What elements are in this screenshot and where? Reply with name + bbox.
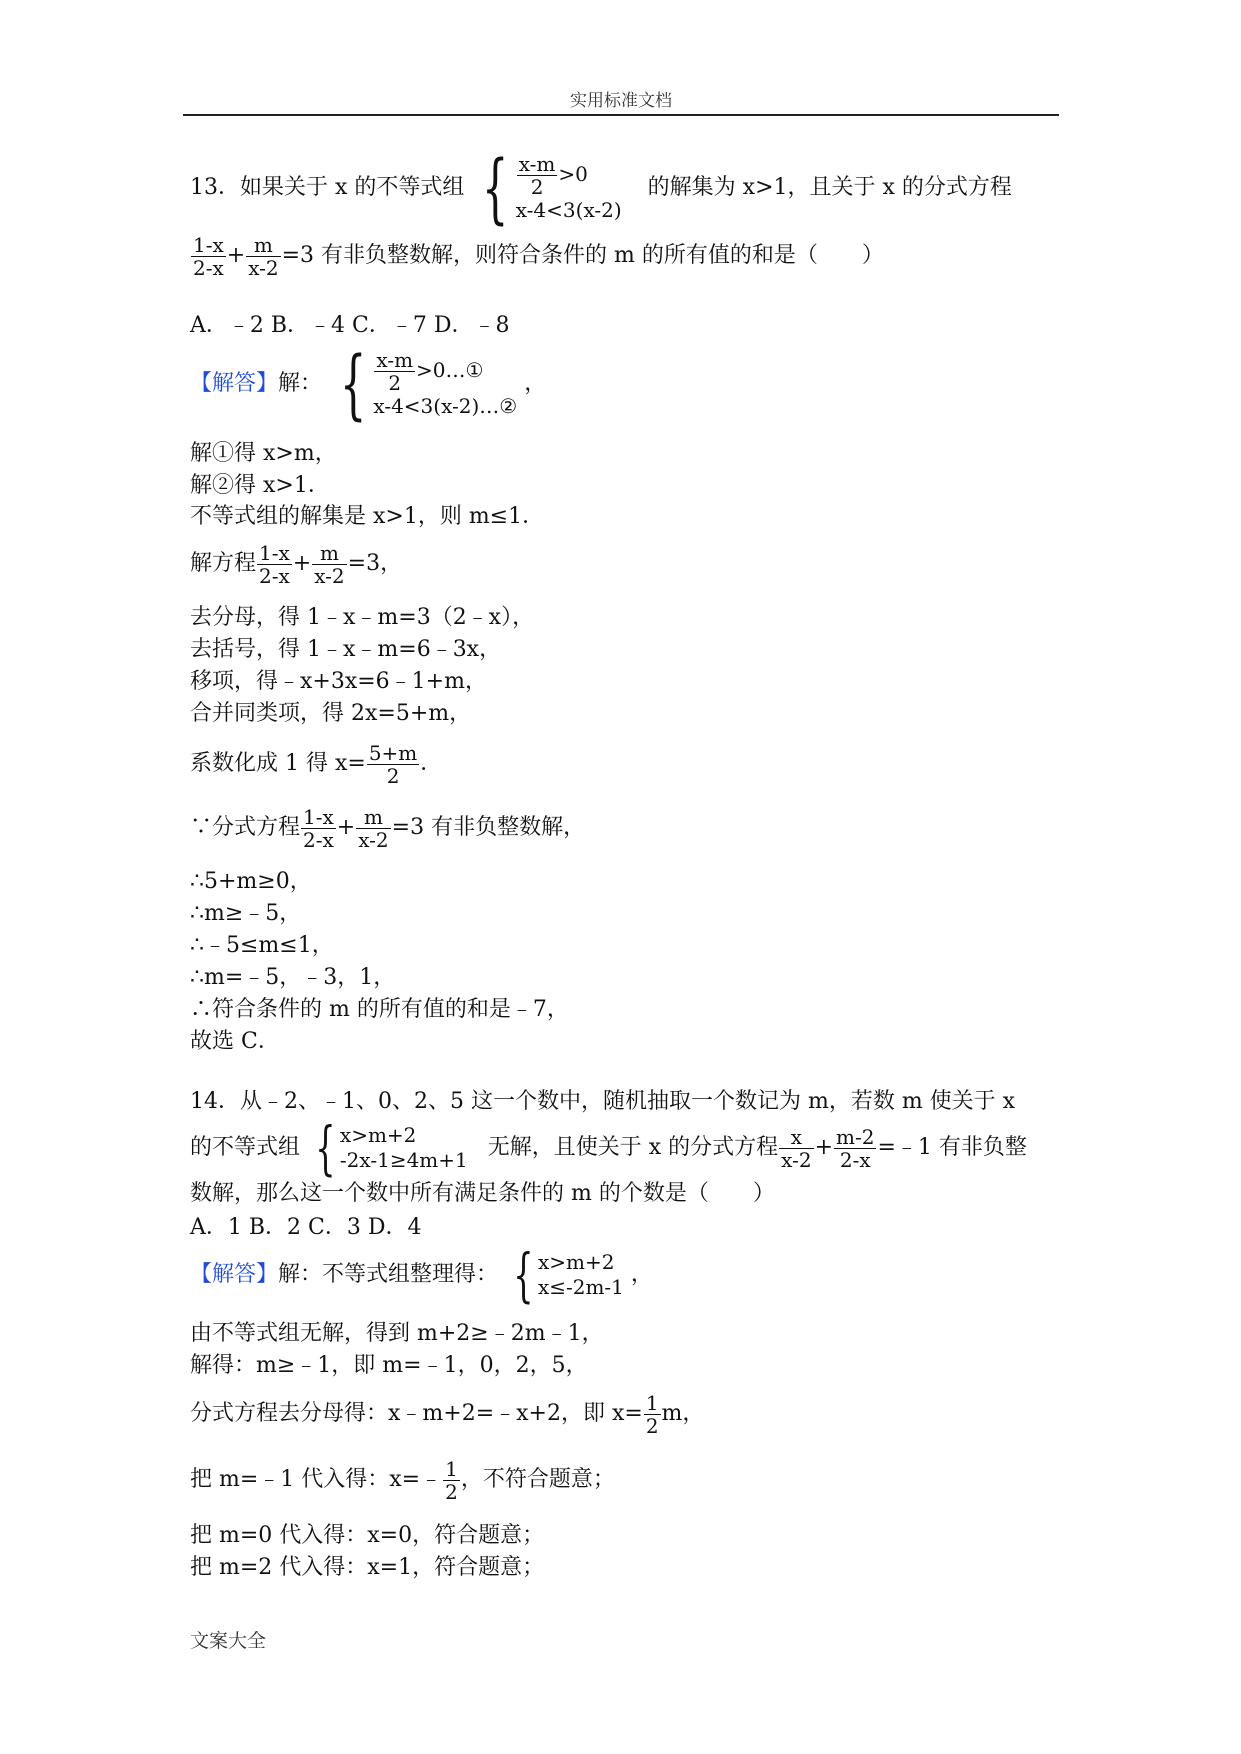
fraction: $\frac{1-x}{2-x}$	[193, 232, 224, 280]
q13-stem-tail: =3 有非负整数解，则符合条件的 m 的所有值的和是（ ）	[281, 243, 884, 268]
q13-step: ∵分式方程 $\frac{1-x}{2-x}$ + $\frac{m}{x-2}$ =3 有非负整数解，	[190, 804, 586, 852]
q14-step: 把 m=2 代入得：x=1，符合题意；	[190, 1555, 545, 1580]
system-row-1: $\frac{x-m}{2}$ >0	[518, 152, 588, 199]
page-header: 实用标准文档	[570, 91, 672, 111]
q13-step: 解②得 x>1．	[190, 473, 330, 498]
q13-stem-line2: $\frac{1-x}{2-x}$ + $\frac{m}{x-2}$ =3 有非负整数解，则符合条件的 m 的所有值的和是（ ）	[193, 232, 884, 280]
fraction: $\frac{x}{x-2}$	[781, 1124, 812, 1172]
page-footer: 文案大全	[190, 1630, 267, 1652]
q13-options: A．﹣2 B．﹣4 C．﹣7 D．﹣8	[190, 313, 510, 338]
q13-step: ∴m≥﹣5，	[190, 901, 302, 926]
q14-options: A．1 B．2 C．3 D．4	[190, 1215, 422, 1240]
system-row-2: x-4<3(x-2)	[515, 198, 622, 222]
q14-stem-line1: 14．从﹣2、﹣1、0、2、5 这一个数中，随机抽取一个数记为 m，若数 m 使关于 x	[190, 1089, 1016, 1114]
q14-step: 解得：m≥﹣1，即 m=﹣1，0，2，5，	[190, 1353, 588, 1378]
q13-answer-header: 【解答】解： { $\frac{x-m}{2}$ >0…① x-4<3(x-2)…② ，	[190, 338, 547, 428]
q13-step: 移项，得﹣x+3x=6﹣1+m，	[190, 669, 487, 694]
answer-tag: 【解答】	[190, 371, 279, 396]
brace-glyph: {	[513, 1240, 534, 1309]
q13-step: ∴符合条件的 m 的所有值的和是﹣7，	[190, 997, 569, 1022]
fraction: $\frac{m-2}{2-x}$	[836, 1124, 875, 1172]
answer-tag: 【解答】	[190, 1262, 279, 1287]
brace-glyph: {	[339, 338, 367, 428]
fraction: $\frac{x-m}{2}$	[376, 348, 414, 395]
q13-step: ∴﹣5≤m≤1，	[190, 933, 334, 958]
q14-stem-line3: 数解，那么这一个数中所有满足条件的 m 的个数是（ ）	[190, 1181, 775, 1206]
q13-step: 去分母，得 1﹣x﹣m=3（2﹣x），	[190, 605, 535, 630]
system-row-2: x-4<3(x-2)…②	[373, 394, 518, 418]
q13-inequality-system	[471, 142, 622, 232]
header-rule	[183, 114, 1059, 116]
q14-stem-line2: 的不等式组 { x>m+2 -2x-1≥4m+1 无解，且使关于 x 的分式方程 $\frac{x}{x-2}$ + $\frac{m-2}{2-x}$ =﹣1 有非负整	[190, 1113, 1027, 1182]
brace-glyph: {	[315, 1113, 336, 1182]
q13-step: 合并同类项，得 2x=5+m，	[190, 701, 472, 726]
fraction: $\frac{5+m}{2}$	[368, 740, 418, 788]
q14-step: 把 m=﹣1 代入得：x=﹣ $\frac{1}{2}$ ，不符合题意；	[190, 1456, 615, 1504]
q13-step: 解①得 x>m，	[190, 441, 337, 466]
fraction: $\frac{1-x}{2-x}$	[303, 804, 334, 852]
fraction: $\frac{x-m}{2}$	[518, 152, 556, 199]
q14-inequality-system	[307, 1113, 468, 1182]
q13-step: 不等式组的解集是 x>1，则 m≤1．	[190, 504, 545, 529]
fraction: $\frac{m}{x-2}$	[248, 232, 279, 280]
q14-step: 由不等式组无解，得到 m+2≥﹣2m﹣1，	[190, 1321, 604, 1346]
q13-stem-line1	[190, 142, 1012, 232]
q13-stem-text-2: 的解集为 x>1，且关于 x 的分式方程	[647, 175, 1012, 200]
q13-step: 去括号，得 1﹣x﹣m=6﹣3x，	[190, 637, 502, 662]
system-row-1: $\frac{x-m}{2}$ >0…①	[376, 348, 484, 395]
q13-step: ∴m=﹣5，﹣3，1，	[190, 965, 396, 990]
q13-step: ∴5+m≥0，	[190, 869, 312, 894]
q14-step: 把 m=0 代入得：x=0，符合题意；	[190, 1523, 545, 1548]
q14-answer-system	[505, 1240, 624, 1309]
fraction: $\frac{1}{2}$	[645, 1390, 659, 1438]
fraction: $\frac{1-x}{2-x}$	[259, 540, 290, 588]
system-row-1: x>m+2	[537, 1250, 615, 1274]
fraction: $\frac{m}{x-2}$	[314, 540, 345, 588]
q13-step: 解方程 $\frac{1-x}{2-x}$ + $\frac{m}{x-2}$ =3，	[190, 540, 403, 588]
fraction: $\frac{1}{2}$	[445, 1456, 458, 1504]
q13-stem-text: 13．如果关于 x 的不等式组	[190, 175, 465, 200]
q14-step: 分式方程去分母得：x﹣m+2=﹣x+2，即 x= $\frac{1}{2}$ m，	[190, 1390, 705, 1438]
system-row-2: x≤-2m-1	[537, 1275, 624, 1299]
q14-answer-header: 【解答】解：不等式组整理得： { x>m+2 x≤-2m-1 ，	[190, 1240, 653, 1309]
q13-conclusion: 故选 C．	[190, 1029, 280, 1054]
brace-glyph: {	[482, 142, 509, 232]
system-row-2: -2x-1≥4m+1	[339, 1148, 468, 1172]
q13-step: 系数化成 1 得 x= $\frac{5+m}{2}$ ．	[190, 740, 443, 788]
system-row-1: x>m+2	[339, 1123, 417, 1147]
fraction: $\frac{m}{x-2}$	[358, 804, 389, 852]
